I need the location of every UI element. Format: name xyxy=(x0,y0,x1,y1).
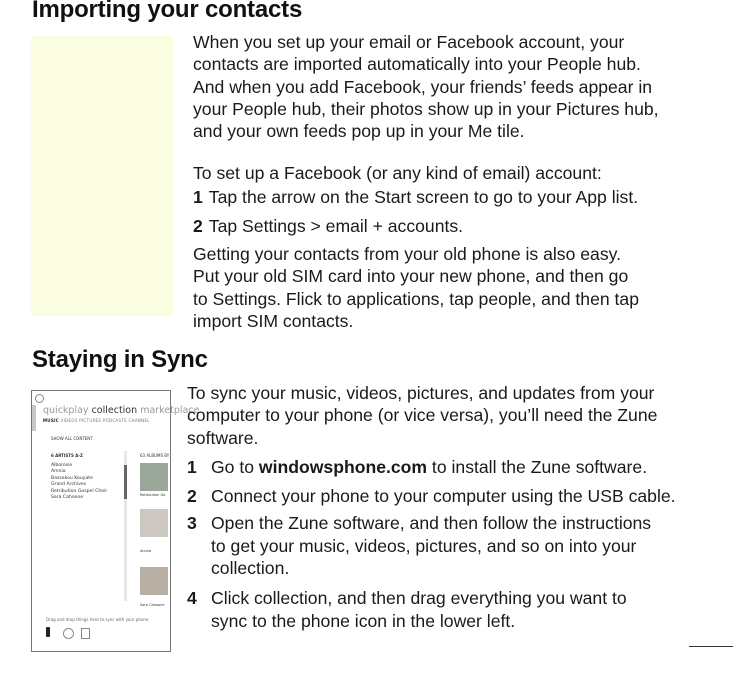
artists-heading: 6 ARTISTS A-Z xyxy=(51,453,83,458)
page-rule xyxy=(689,646,733,647)
sim-import-paragraph xyxy=(193,243,723,332)
text-line: software. xyxy=(187,427,259,448)
step-text xyxy=(211,587,727,632)
heading-staying-in-sync: Staying in Sync xyxy=(32,346,208,373)
sync-step-3 xyxy=(187,512,727,580)
artist-item: Amnia xyxy=(51,469,66,475)
highlight-note-box xyxy=(31,36,173,316)
text-line: collection. xyxy=(211,558,290,579)
album-caption: Amnia xyxy=(140,549,152,553)
nav-collection: collection xyxy=(91,405,138,416)
step-text xyxy=(211,456,727,479)
drag-hint-text: Drag and drop things here to sync with your phone xyxy=(46,617,149,622)
step-text: Tap the arrow on the Start screen to go to your App list. xyxy=(208,187,639,207)
text-line: Click collection, and then drag everything you want to xyxy=(211,588,627,608)
nav-marketplace: marketplace xyxy=(140,405,200,416)
text-line: your People hub, their photos show up in your Pictures hub, xyxy=(193,98,659,119)
step-text: Connect your phone to your computer using the USB cable. xyxy=(211,486,676,506)
text-line: To sync your music, videos, pictures, and updates from your xyxy=(187,383,655,403)
text-line: Put your old SIM card into your new phone, and then go xyxy=(193,266,629,287)
album-caption: Sara Cahoone xyxy=(140,603,165,607)
step-text-after: to install the Zune software. xyxy=(427,457,648,477)
step-text-before: Go to xyxy=(211,457,259,477)
disc-icon xyxy=(63,628,74,639)
artist-item: Grand Archives xyxy=(51,482,87,488)
album-cover xyxy=(140,463,168,491)
import-step-2 xyxy=(193,215,723,237)
album-cover xyxy=(140,567,168,595)
text-line: to Settings. Flick to applications, tap people, and then tap xyxy=(193,288,639,309)
text-line: contacts are imported automatically into your People hub. xyxy=(193,54,641,75)
show-all-content: SHOW ALL CONTENT xyxy=(51,436,93,441)
importing-intro-paragraph xyxy=(193,31,723,142)
scrollbar-thumb xyxy=(124,465,127,499)
import-step-1 xyxy=(193,186,723,208)
sync-step-1 xyxy=(187,456,727,479)
sync-step-2 xyxy=(187,485,727,508)
text-line: computer to your phone (or vice versa), you’ll need the Zune xyxy=(187,405,658,426)
zune-main-nav xyxy=(43,405,199,416)
text-line: Getting your contacts from your old phone is also easy. xyxy=(193,244,622,264)
setup-lead-text: To set up a Facebook (or any kind of email) account: xyxy=(193,163,602,183)
artist-item: Sara Cahoone xyxy=(51,495,84,501)
step-number: 1 xyxy=(187,457,197,477)
nav-quickplay: quickplay xyxy=(43,405,89,416)
step-text: Tap Settings > email + accounts. xyxy=(208,216,464,236)
step-text xyxy=(211,512,727,580)
zune-sub-nav xyxy=(43,418,150,423)
artist-list xyxy=(51,463,107,501)
step-number: 2 xyxy=(187,486,197,506)
sub-other: VIDEOS PICTURES PODCASTS CHANNEL xyxy=(60,418,150,423)
text-line: and your own feeds pop up in your Me tile. xyxy=(193,121,525,142)
albums-heading: 63 ALBUMS BY xyxy=(140,453,170,458)
text-line: When you set up your email or Facebook account, your xyxy=(193,32,625,52)
sub-music: MUSIC xyxy=(43,418,60,423)
sync-step-4 xyxy=(187,587,727,632)
heading-importing-contacts: Importing your contacts xyxy=(32,0,303,23)
website-link-text: windowsphone.com xyxy=(258,457,428,477)
back-icon xyxy=(35,394,44,403)
text-line: import SIM contacts. xyxy=(193,310,354,331)
artist-item: Retribution Gospel Choir xyxy=(51,488,108,494)
document-icon xyxy=(81,628,90,639)
album-cover xyxy=(140,509,168,537)
phone-icon xyxy=(46,627,50,637)
text-line: Open the Zune software, and then follow the instructions xyxy=(211,513,652,533)
text-line: And when you add Facebook, your friends’ feeds appear in xyxy=(193,76,653,97)
step-number: 1 xyxy=(193,187,203,207)
step-number: 3 xyxy=(187,513,197,533)
artist-item: Bassekou Kouyate xyxy=(51,475,93,481)
sync-intro-paragraph xyxy=(187,382,727,449)
step-number: 4 xyxy=(187,588,197,608)
text-line: sync to the phone icon in the lower left. xyxy=(211,610,516,631)
album-caption: Retribution Go xyxy=(140,493,166,497)
artist-item: Alborosie xyxy=(51,463,73,468)
step-number: 2 xyxy=(193,216,203,236)
zune-software-screenshot xyxy=(31,390,200,652)
sync-bar xyxy=(32,405,36,431)
text-line: to get your music, videos, pictures, and so on into your xyxy=(211,535,637,556)
